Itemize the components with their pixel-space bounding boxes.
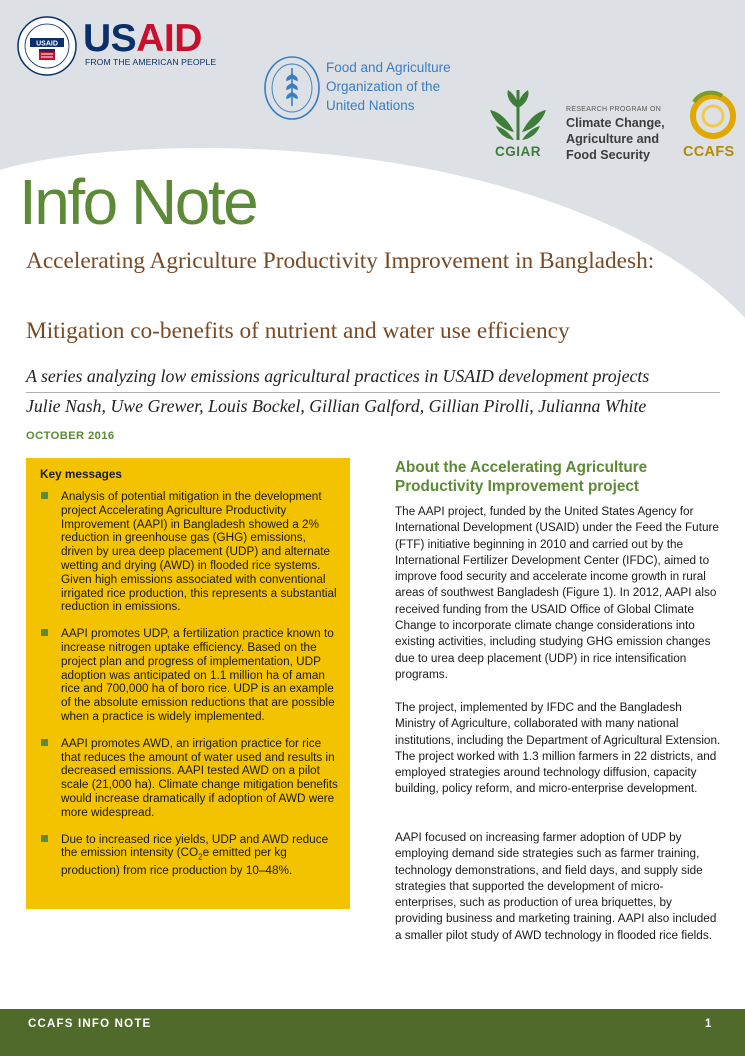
key-message-text: Analysis of potential mitigation in the development project Accelerating Agriculture Productivity Improvement (AAPI) in Bangladesh showed a 2% reduction in greenhouse gas (GHG) emissions, driven by urea deep placement (UDP) and alternate wetting and drying (AWD) in flooded rice systems. Given high emissions associated with conventional irrigated rice production, this represents a substantial reduction in emissions. <box>61 490 337 614</box>
key-messages-box <box>26 458 350 909</box>
page-number: 1 <box>705 1018 712 1030</box>
publication-date: OCTOBER 2016 <box>26 430 115 442</box>
usaid-wordmark-us: US <box>83 17 137 60</box>
footer-label: CCAFS INFO NOTE <box>28 1018 152 1030</box>
subscript-two: 2 <box>198 852 203 862</box>
square-bullet-icon <box>41 835 48 842</box>
usaid-tagline: FROM THE AMERICAN PEOPLE <box>85 57 217 67</box>
key-message-text: AAPI promotes AWD, an irrigation practice for rice that reduces the amount of water used and results in decreased emissions. AAPI tested AWD on a pilot scale (21,000 ha). Climate change mitigation benefits would increase dramatically if adoption of AWD were more widespread. <box>61 736 338 819</box>
about-paragraph-1: The AAPI project, funded by the United States Agency for International Development (USAID) under the Feed the Future (FTF) initiative beginning in 2010 and carried out by the International Fertilizer Development Center (IFDC), aimed to improve food security and accelerate income growth in rural areas of southwest Bangladesh (Figure 1). In 2012, AAPI also received funding from the USAID Office of Global Climate Change to incorporate climate change considerations into existing activities, including studying GHG emission changes due to urea deep placement (UDP) in rice intensification programs. <box>395 505 719 681</box>
square-bullet-icon <box>41 739 48 746</box>
info-note-title: Info Note <box>19 166 257 238</box>
ccafs-swirl-logo <box>686 88 736 142</box>
usaid-wordmark-aid: AID <box>136 17 202 60</box>
list-item <box>40 627 338 724</box>
key-message-text-before: Due to increased rice yields, UDP and AWD reduce the emission intensity (CO <box>61 832 329 860</box>
cgiar-leaf-logo <box>486 86 550 144</box>
key-message-text-after: e emitted per kg production) from rice production by 10–48%. <box>61 846 293 878</box>
about-paragraph-2: The project, implemented by IFDC and the Bangladesh Ministry of Agriculture, collaborated with many national institutions, including the Department of Agricultural Extension. The project worked with 1.3 million farmers in 22 districts, and employed strategies around technology diffusion, capacity building, policy reform, and micro-enterprise development. <box>395 701 721 796</box>
research-program-name: Climate Change, Agriculture and Food Security <box>566 116 665 162</box>
footer-bar <box>0 1009 745 1056</box>
list-item <box>40 833 338 879</box>
square-bullet-icon <box>41 629 48 636</box>
fao-emblem-logo <box>262 54 322 122</box>
research-program-label: RESEARCH PROGRAM ON <box>566 106 662 113</box>
cgiar-name: CGIAR <box>495 144 541 159</box>
square-bullet-icon <box>41 492 48 499</box>
divider <box>26 392 720 393</box>
usaid-seal-text: USAID <box>36 40 58 48</box>
key-message-text: AAPI promotes UDP, a fertilization practice known to increase nitrogen uptake efficiency. Based on the project plan and progress of implementation, UDP adoption was anticipated on 1.1 million ha of aman rice and 700,000 ha of boro rice. UDP is an example of the absolute emission reductions that are possible when a practice is widely implemented. <box>61 627 335 723</box>
authors: Julie Nash, Uwe Grewer, Louis Bockel, Gillian Galford, Gillian Pirolli, Julianna White <box>26 396 647 416</box>
key-messages-title: Key messages <box>40 467 122 481</box>
fao-name: Food and Agriculture Organization of the United Nations <box>326 60 451 113</box>
list-item <box>40 737 338 820</box>
about-paragraph-3: AAPI focused on increasing farmer adoption of UDP by employing demand side strategies such as farmer training, technology demonstrations, and field days, and supply side strategies that supported the development of micro-enterprises, such as production of urea briquettes, by providing business and marketing training. AAPI also included a smaller pilot study of AWD technology in flooded rice fields. <box>395 831 717 942</box>
list-item <box>40 490 338 614</box>
document-title: Accelerating Agriculture Productivity Improvement in Bangladesh: <box>26 248 655 274</box>
document-subtitle: Mitigation co-benefits of nutrient and water use efficiency <box>26 318 570 344</box>
key-messages-list <box>40 490 338 878</box>
usaid-wordmark <box>83 19 202 59</box>
ccafs-name: CCAFS <box>683 144 735 160</box>
series-description: A series analyzing low emissions agricultural practices in USAID development projects <box>26 366 650 386</box>
about-heading: About the Accelerating Agriculture Productivity Improvement project <box>395 459 648 495</box>
usaid-seal-logo <box>17 16 77 76</box>
